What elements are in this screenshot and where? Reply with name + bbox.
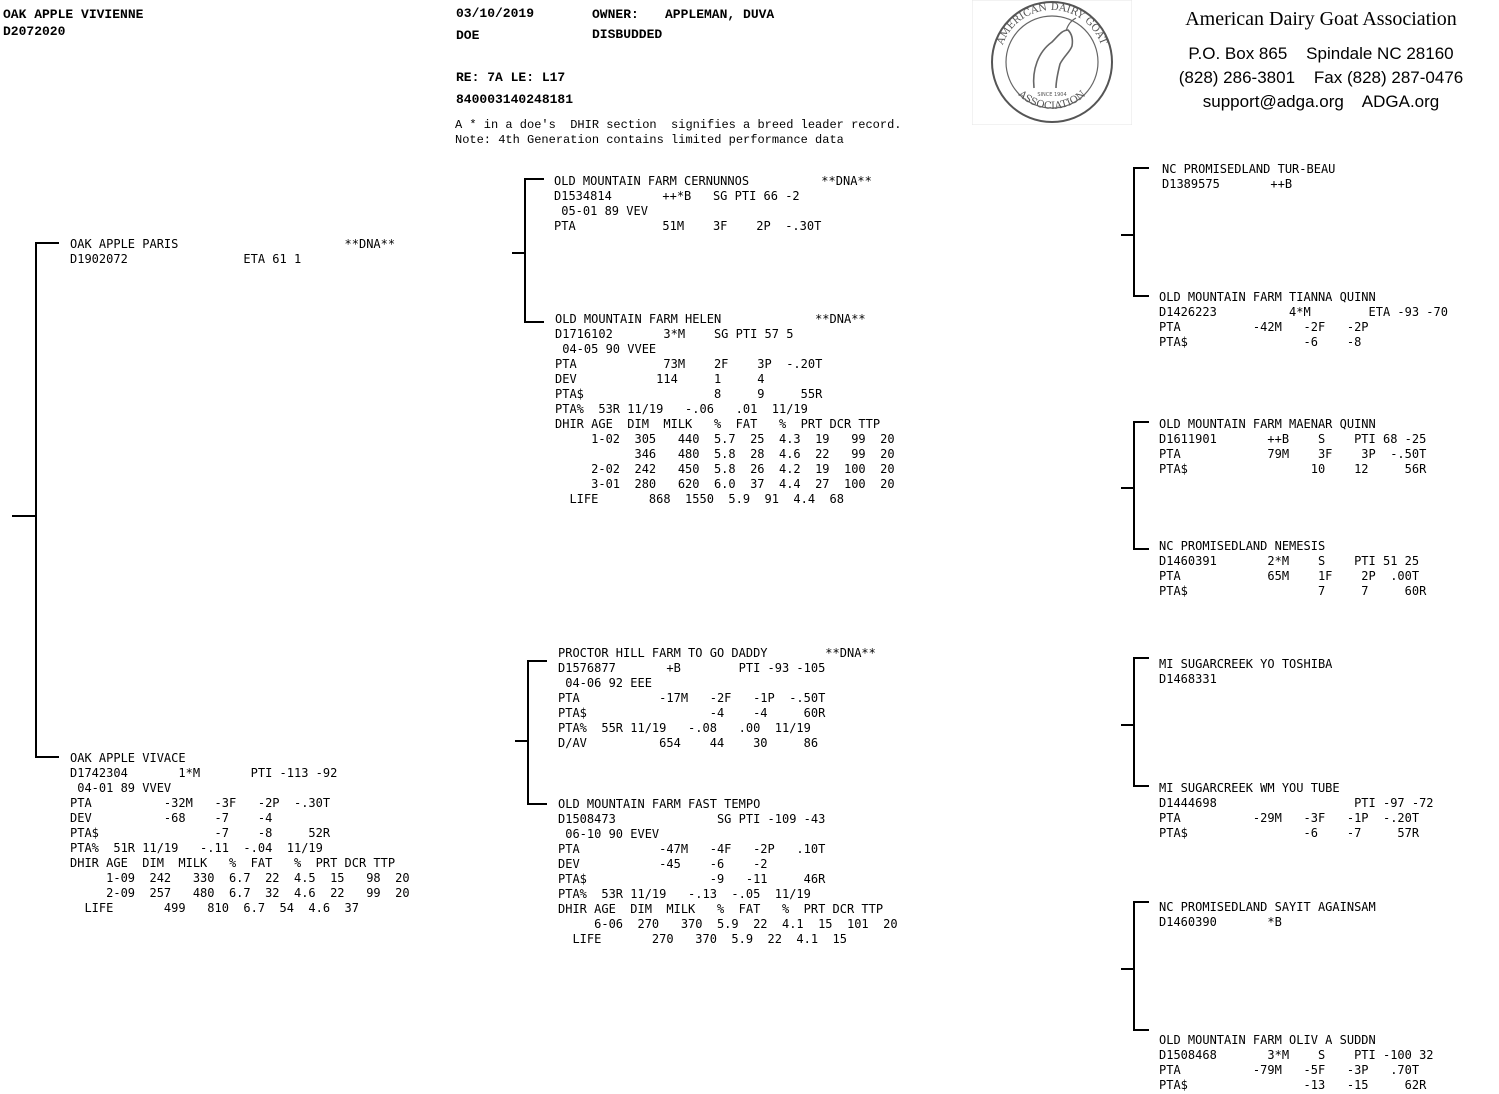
tag-number: 840003140248181 xyxy=(456,92,574,107)
gen2-dd-tick xyxy=(527,803,547,805)
dsd-record: MI SUGARCREEK WM YOU TUBE D1444698 PTI -97 -72 PTA -29M -3F -1P -.20T PTA$ -6 -7 57R xyxy=(1159,781,1434,840)
logo-since-text: SINCE 1904 xyxy=(1037,92,1067,98)
generation-note: Note: 4th Generation contains limited performance data xyxy=(455,133,844,147)
gen1-dam-tick xyxy=(35,756,59,758)
gen3-a-bracket xyxy=(1133,167,1135,297)
sss-record: NC PROMISEDLAND TUR-BEAU D1389575 ++B xyxy=(1162,162,1336,191)
owner-label: OWNER: xyxy=(592,7,639,22)
gen3-c-bracket xyxy=(1133,657,1135,787)
animal-name: OAK APPLE VIVIENNE xyxy=(3,7,144,22)
gen3-a-top-tick xyxy=(1133,167,1149,169)
association-web: support@adga.org ADGA.org xyxy=(1202,92,1440,111)
sds-record: OLD MOUNTAIN FARM MAENAR QUINN D1611901 ++B S PTI 68 -25 PTA 79M 3F 3P -.50T PTA$ 10 12 56R xyxy=(1159,417,1427,476)
logo-top-text: AMERICAN DAIRY GOAT xyxy=(995,1,1109,47)
disbudded-status: DISBUDDED xyxy=(592,27,663,42)
gen3-d-bottom-tick xyxy=(1133,1029,1149,1031)
gen3-a-bottom-tick xyxy=(1133,295,1149,297)
dam-dam-record: OLD MOUNTAIN FARM FAST TEMPO D1508473 SG PTI -109 -43 06-10 90 EVEV PTA -47M -4F -2P .10T DEV -45 -6 -2 PTA$ -9 -11 46R PTA% 53R 11/19 -.13 -.05 11/19 DHIR AGE DIM MILK % FAT % PRT DCR TTP 6-06 270 370 5.9 22 4.1 15 101 20 LIFE 270 370 5.9 22 4.1 15 xyxy=(558,797,898,946)
gen3-c-bottom-tick xyxy=(1133,785,1149,787)
sire-record: OAK APPLE PARIS **DNA** D1902072 ETA 61 1 xyxy=(70,237,396,266)
gen3-b-bracket xyxy=(1133,421,1135,550)
logo-bottom-text: ASSOCIATION xyxy=(1016,88,1088,112)
animal-id: D2072020 xyxy=(3,24,66,39)
ddd-record: OLD MOUNTAIN FARM OLIV A SUDDN D1508468 3*M S PTI -100 32 PTA -79M -5F -3P .70T PTA$ -13 -15 62R xyxy=(1159,1033,1434,1092)
gen1-sire-tick xyxy=(35,242,59,244)
report-date: 03/10/2019 xyxy=(456,6,535,21)
re-line: RE: 7A LE: L17 xyxy=(456,70,566,85)
ssd-record: OLD MOUNTAIN FARM TIANNA QUINN D1426223 4*M ETA -93 -70 PTA -42M -2F -2P PTA$ -6 -8 xyxy=(1159,290,1448,349)
sire-dam-record: OLD MOUNTAIN FARM HELEN **DNA** D1716102 3*M SG PTI 57 5 04-05 90 VVEE PTA 73M 2F 3P -.20T DEV 114 1 4 PTA$ 8 9 55R PTA% 53R 11/19 -.06 .01 11/19 DHIR AGE DIM MILK % FAT % PRT DCR TTP 1-02 305 440 5.7 25 4.3 19 99 20 346 480 5.8 28 4.6 22 99 20 2-02 242 450 5.8 26 4.2 19 100 20 3-01 280 620 6.0 37 4.4 27 100 20 LIFE 868 1550 5.9 91 4.4 68 xyxy=(555,312,895,506)
gen3-c-top-tick xyxy=(1133,657,1149,659)
gen2-sd-tick xyxy=(524,321,544,323)
breed-leader-note: A * in a doe's DHIR section signifies a breed leader record. xyxy=(455,118,902,132)
gen2-ds-tick xyxy=(527,660,547,662)
association-name: American Dairy Goat Association xyxy=(1185,8,1457,30)
adga-seal-icon xyxy=(972,0,1132,125)
association-address: P.O. Box 865 Spindale NC 28160 xyxy=(1188,44,1454,63)
gen3-b-top-tick xyxy=(1133,421,1149,423)
dss-record: MI SUGARCREEK YO TOSHIBA D1468331 xyxy=(1159,657,1333,686)
dam-record: OAK APPLE VIVACE D1742304 1*M PTI -113 -92 04-01 89 VVEV PTA -32M -3F -2P -.30T DEV -68 -7 -4 PTA$ -7 -8 52R PTA% 51R 11/19 -.11 -.04 11/19 DHIR AGE DIM MILK % FAT % PRT DCR TTP 1-09 242 330 6.7 22 4.5 15 98 20 2-09 257 480 6.7 32 4.6 22 99 20 LIFE 499 810 6.7 54 4.6 37 xyxy=(70,751,410,915)
owner-name: APPLEMAN, DUVA xyxy=(665,7,775,22)
sdd-record: NC PROMISEDLAND NEMESIS D1460391 2*M S PTI 51 25 PTA 65M 1F 2P .00T PTA$ 7 7 60R xyxy=(1159,539,1427,598)
root-connector xyxy=(12,515,36,517)
gen2-dam-bracket xyxy=(527,660,529,805)
association-phones: (828) 286-3801 Fax (828) 287-0476 xyxy=(1178,68,1464,87)
gen3-d-top-tick xyxy=(1133,901,1149,903)
gen3-d-bracket xyxy=(1133,901,1135,1031)
dds-record: NC PROMISEDLAND SAYIT AGAINSAM D1460390 *B xyxy=(1159,900,1376,929)
dam-sire-record: PROCTOR HILL FARM TO GO DADDY **DNA** D1576877 +B PTI -93 -105 04-06 92 EEE PTA -17M -2F -1P -.50T PTA$ -4 -4 60R PTA% 55R 11/19 -.08 .00 11/19 D/AV 654 44 30 86 xyxy=(558,646,876,750)
gen3-b-bottom-tick xyxy=(1133,548,1149,550)
gen1-bracket xyxy=(35,242,37,758)
gen2-ss-tick xyxy=(524,178,544,180)
sire-sire-record: OLD MOUNTAIN FARM CERNUNNOS **DNA** D1534814 ++*B SG PTI 66 -2 05-01 89 VEV PTA 51M 3F 2P -.30T xyxy=(554,174,872,233)
animal-sex: DOE xyxy=(456,28,480,43)
gen2-sire-bracket xyxy=(524,178,526,323)
